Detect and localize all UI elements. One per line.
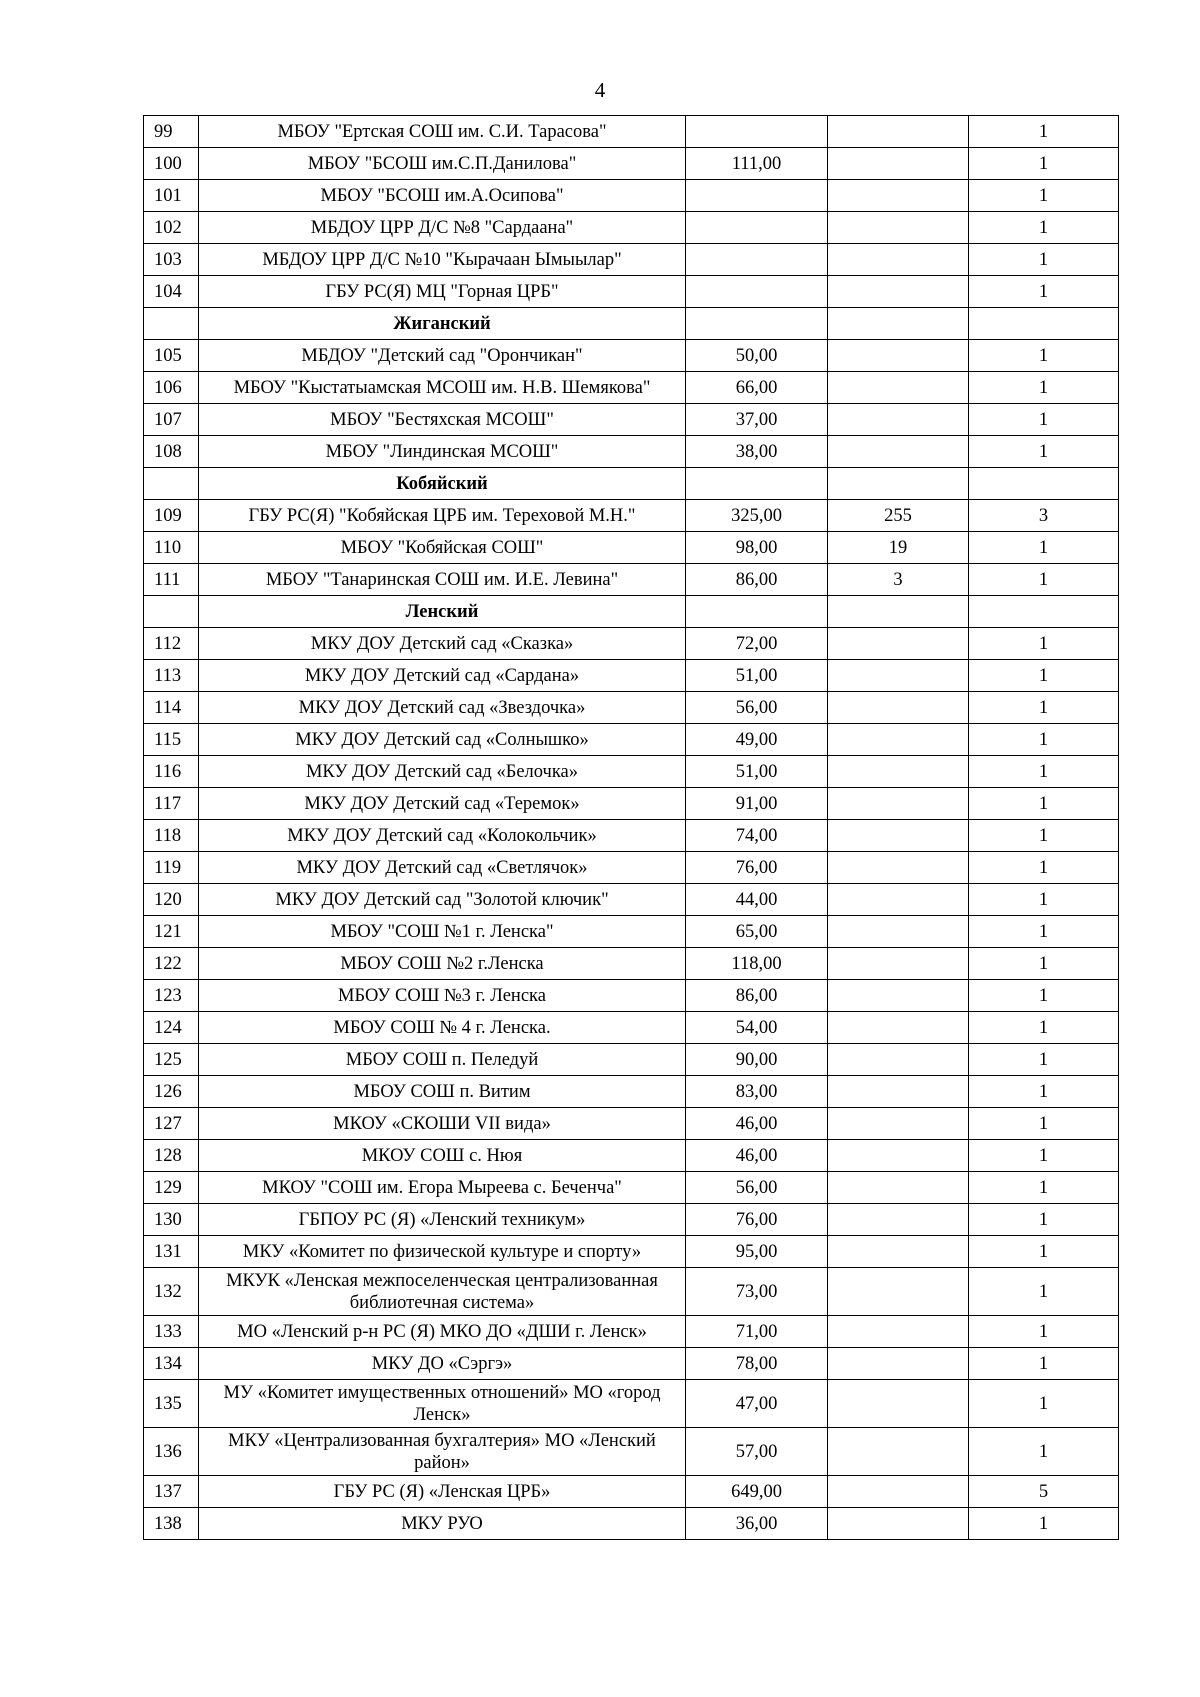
value-cell: [686, 596, 828, 628]
section-row: [144, 596, 1119, 628]
quantity-cell: 1: [969, 372, 1119, 404]
quantity-cell: 1: [969, 532, 1119, 564]
institution-name: МКУ ДОУ Детский сад «Звездочка»: [199, 692, 686, 724]
row-number: 110: [144, 532, 199, 564]
value-cell: 49,00: [686, 724, 828, 756]
value-cell: [686, 276, 828, 308]
quantity-cell: 1: [969, 212, 1119, 244]
count-cell: [828, 308, 969, 340]
quantity-cell: [969, 308, 1119, 340]
quantity-cell: 1: [969, 724, 1119, 756]
quantity-cell: 1: [969, 692, 1119, 724]
value-cell: 51,00: [686, 660, 828, 692]
institution-name: МКУ ДОУ Детский сад "Золотой ключик": [199, 884, 686, 916]
value-cell: 90,00: [686, 1044, 828, 1076]
row-number: 122: [144, 948, 199, 980]
table-row: [144, 276, 1119, 308]
section-row: [144, 468, 1119, 500]
value-cell: 74,00: [686, 820, 828, 852]
value-cell: [686, 116, 828, 148]
value-cell: 118,00: [686, 948, 828, 980]
institution-name: МБОУ "Линдинская МСОШ": [199, 436, 686, 468]
institution-name: МУ «Комитет имущественных отношений» МО «город Ленск»: [199, 1380, 686, 1428]
value-cell: [686, 308, 828, 340]
table-row: [144, 1108, 1119, 1140]
section-title: Жиганский: [199, 308, 686, 340]
table-row: [144, 372, 1119, 404]
institutions-table: [143, 115, 1119, 1540]
value-cell: 66,00: [686, 372, 828, 404]
row-number: 128: [144, 1140, 199, 1172]
row-number: 125: [144, 1044, 199, 1076]
institution-name: МКОУ «СКОШИ VII вида»: [199, 1108, 686, 1140]
count-cell: [828, 212, 969, 244]
table-row: [144, 1476, 1119, 1508]
count-cell: [828, 276, 969, 308]
quantity-cell: 1: [969, 244, 1119, 276]
count-cell: [828, 724, 969, 756]
row-number: 111: [144, 564, 199, 596]
section-row: [144, 308, 1119, 340]
table-row: [144, 340, 1119, 372]
table-row: [144, 1236, 1119, 1268]
count-cell: [828, 1508, 969, 1540]
value-cell: [686, 244, 828, 276]
count-cell: [828, 596, 969, 628]
institution-name: МБДОУ "Детский сад "Орончикан": [199, 340, 686, 372]
row-number: 103: [144, 244, 199, 276]
value-cell: 36,00: [686, 1508, 828, 1540]
count-cell: [828, 1348, 969, 1380]
quantity-cell: 1: [969, 884, 1119, 916]
count-cell: [828, 980, 969, 1012]
value-cell: 56,00: [686, 692, 828, 724]
row-number: 126: [144, 1076, 199, 1108]
table-row: [144, 1140, 1119, 1172]
value-cell: 72,00: [686, 628, 828, 660]
section-title: Ленский: [199, 596, 686, 628]
count-cell: [828, 468, 969, 500]
quantity-cell: 1: [969, 1380, 1119, 1428]
section-title: Кобяйский: [199, 468, 686, 500]
institution-name: МБДОУ ЦРР Д/С №8 "Сардаана": [199, 212, 686, 244]
row-number: 137: [144, 1476, 199, 1508]
institution-name: МБОУ "Бестяхская МСОШ": [199, 404, 686, 436]
value-cell: 325,00: [686, 500, 828, 532]
table-row: [144, 788, 1119, 820]
count-cell: [828, 628, 969, 660]
row-number: [144, 308, 199, 340]
table-row: [144, 148, 1119, 180]
count-cell: [828, 1236, 969, 1268]
value-cell: 91,00: [686, 788, 828, 820]
quantity-cell: 1: [969, 916, 1119, 948]
value-cell: 37,00: [686, 404, 828, 436]
value-cell: 56,00: [686, 1172, 828, 1204]
quantity-cell: 1: [969, 1428, 1119, 1476]
row-number: 131: [144, 1236, 199, 1268]
count-cell: [828, 852, 969, 884]
quantity-cell: [969, 596, 1119, 628]
quantity-cell: 1: [969, 1172, 1119, 1204]
count-cell: [828, 340, 969, 372]
count-cell: [828, 788, 969, 820]
count-cell: [828, 372, 969, 404]
value-cell: [686, 212, 828, 244]
row-number: 117: [144, 788, 199, 820]
value-cell: 76,00: [686, 1204, 828, 1236]
count-cell: 3: [828, 564, 969, 596]
institution-name: МКОУ "СОШ им. Егора Мыреева с. Беченча": [199, 1172, 686, 1204]
count-cell: [828, 948, 969, 980]
institution-name: МКУ «Комитет по физической культуре и спорту»: [199, 1236, 686, 1268]
value-cell: 83,00: [686, 1076, 828, 1108]
institution-name: МБОУ "БСОШ им.С.П.Данилова": [199, 148, 686, 180]
count-cell: [828, 1316, 969, 1348]
table-row: [144, 852, 1119, 884]
table-row: [144, 1012, 1119, 1044]
value-cell: 98,00: [686, 532, 828, 564]
count-cell: [828, 756, 969, 788]
institution-name: МКУ РУО: [199, 1508, 686, 1540]
institution-name: МКОУ СОШ с. Нюя: [199, 1140, 686, 1172]
row-number: 101: [144, 180, 199, 212]
quantity-cell: 3: [969, 500, 1119, 532]
quantity-cell: 5: [969, 1476, 1119, 1508]
count-cell: [828, 404, 969, 436]
institution-name: МБОУ "БСОШ им.А.Осипова": [199, 180, 686, 212]
table-row: [144, 1204, 1119, 1236]
table-row: [144, 628, 1119, 660]
count-cell: [828, 148, 969, 180]
count-cell: [828, 1044, 969, 1076]
quantity-cell: 1: [969, 180, 1119, 212]
quantity-cell: 1: [969, 1508, 1119, 1540]
table-row: [144, 948, 1119, 980]
quantity-cell: 1: [969, 1108, 1119, 1140]
institution-name: ГБУ РС (Я) «Ленская ЦРБ»: [199, 1476, 686, 1508]
institution-name: МБОУ СОШ №3 г. Ленска: [199, 980, 686, 1012]
count-cell: 19: [828, 532, 969, 564]
value-cell: 57,00: [686, 1428, 828, 1476]
row-number: 124: [144, 1012, 199, 1044]
row-number: 108: [144, 436, 199, 468]
quantity-cell: [969, 468, 1119, 500]
institution-name: МБДОУ ЦРР Д/С №10 "Кырачаан Ымыылар": [199, 244, 686, 276]
row-number: 99: [144, 116, 199, 148]
quantity-cell: 1: [969, 340, 1119, 372]
table-row: [144, 724, 1119, 756]
row-number: 109: [144, 500, 199, 532]
table-row: [144, 1268, 1119, 1316]
row-number: 130: [144, 1204, 199, 1236]
row-number: 136: [144, 1428, 199, 1476]
institution-name: МБОУ СОШ п. Витим: [199, 1076, 686, 1108]
quantity-cell: 1: [969, 276, 1119, 308]
quantity-cell: 1: [969, 788, 1119, 820]
institution-name: МБОУ "Кобяйская СОШ": [199, 532, 686, 564]
institution-name: МБОУ "Кыстатыамская МСОШ им. Н.В. Шемякова": [199, 372, 686, 404]
quantity-cell: 1: [969, 404, 1119, 436]
value-cell: [686, 468, 828, 500]
institution-name: МКУ ДОУ Детский сад «Белочка»: [199, 756, 686, 788]
institution-name: ГБУ РС(Я) "Кобяйская ЦРБ им. Тереховой М.Н.": [199, 500, 686, 532]
institution-name: МКУ ДОУ Детский сад «Колокольчик»: [199, 820, 686, 852]
count-cell: [828, 1428, 969, 1476]
table-row: [144, 756, 1119, 788]
table-row: [144, 564, 1119, 596]
row-number: 134: [144, 1348, 199, 1380]
table-row: [144, 212, 1119, 244]
table-row: [144, 500, 1119, 532]
quantity-cell: 1: [969, 1012, 1119, 1044]
institution-name: МБОУ СОШ №2 г.Ленска: [199, 948, 686, 980]
value-cell: 46,00: [686, 1108, 828, 1140]
institution-name: МКУ ДОУ Детский сад «Сказка»: [199, 628, 686, 660]
quantity-cell: 1: [969, 564, 1119, 596]
value-cell: 95,00: [686, 1236, 828, 1268]
table-row: [144, 1172, 1119, 1204]
count-cell: [828, 692, 969, 724]
value-cell: 71,00: [686, 1316, 828, 1348]
count-cell: [828, 916, 969, 948]
quantity-cell: 1: [969, 436, 1119, 468]
row-number: 106: [144, 372, 199, 404]
quantity-cell: 1: [969, 1204, 1119, 1236]
quantity-cell: 1: [969, 1268, 1119, 1316]
institution-name: МКУ ДОУ Детский сад «Теремок»: [199, 788, 686, 820]
quantity-cell: 1: [969, 660, 1119, 692]
row-number: 135: [144, 1380, 199, 1428]
quantity-cell: 1: [969, 820, 1119, 852]
table-row: [144, 820, 1119, 852]
table-row: [144, 180, 1119, 212]
quantity-cell: 1: [969, 1044, 1119, 1076]
row-number: 138: [144, 1508, 199, 1540]
quantity-cell: 1: [969, 1236, 1119, 1268]
row-number: 107: [144, 404, 199, 436]
institution-name: МКУ «Централизованная бухгалтерия» МО «Ленский район»: [199, 1428, 686, 1476]
table-row: [144, 1348, 1119, 1380]
quantity-cell: 1: [969, 116, 1119, 148]
value-cell: 86,00: [686, 980, 828, 1012]
institution-name: МО «Ленский р-н РС (Я) МКО ДО «ДШИ г. Ленск»: [199, 1316, 686, 1348]
count-cell: [828, 116, 969, 148]
count-cell: [828, 436, 969, 468]
table-row: [144, 1316, 1119, 1348]
value-cell: 54,00: [686, 1012, 828, 1044]
count-cell: [828, 1012, 969, 1044]
row-number: 133: [144, 1316, 199, 1348]
table-row: [144, 436, 1119, 468]
count-cell: [828, 1476, 969, 1508]
count-cell: [828, 820, 969, 852]
value-cell: 44,00: [686, 884, 828, 916]
row-number: 116: [144, 756, 199, 788]
row-number: 113: [144, 660, 199, 692]
table-row: [144, 244, 1119, 276]
count-cell: [828, 180, 969, 212]
row-number: 114: [144, 692, 199, 724]
row-number: 100: [144, 148, 199, 180]
institution-name: МБОУ "СОШ №1 г. Ленска": [199, 916, 686, 948]
row-number: 119: [144, 852, 199, 884]
count-cell: 255: [828, 500, 969, 532]
table-row: [144, 980, 1119, 1012]
institution-name: МБОУ СОШ п. Пеледуй: [199, 1044, 686, 1076]
value-cell: 78,00: [686, 1348, 828, 1380]
institution-name: ГБПОУ РС (Я) «Ленский техникум»: [199, 1204, 686, 1236]
count-cell: [828, 1108, 969, 1140]
institution-name: МКУ ДО «Сэргэ»: [199, 1348, 686, 1380]
row-number: 102: [144, 212, 199, 244]
row-number: 112: [144, 628, 199, 660]
institution-name: ГБУ РС(Я) МЦ "Горная ЦРБ": [199, 276, 686, 308]
row-number: 115: [144, 724, 199, 756]
value-cell: 76,00: [686, 852, 828, 884]
row-number: 123: [144, 980, 199, 1012]
quantity-cell: 1: [969, 1348, 1119, 1380]
table-row: [144, 660, 1119, 692]
row-number: [144, 596, 199, 628]
value-cell: 73,00: [686, 1268, 828, 1316]
table-row: [144, 1076, 1119, 1108]
row-number: 118: [144, 820, 199, 852]
quantity-cell: 1: [969, 948, 1119, 980]
value-cell: 86,00: [686, 564, 828, 596]
quantity-cell: 1: [969, 628, 1119, 660]
quantity-cell: 1: [969, 1140, 1119, 1172]
institution-name: МКУ ДОУ Детский сад «Солнышко»: [199, 724, 686, 756]
quantity-cell: 1: [969, 1316, 1119, 1348]
quantity-cell: 1: [969, 148, 1119, 180]
table-row: [144, 692, 1119, 724]
row-number: 132: [144, 1268, 199, 1316]
institution-name: МКУ ДОУ Детский сад «Светлячок»: [199, 852, 686, 884]
quantity-cell: 1: [969, 852, 1119, 884]
count-cell: [828, 1140, 969, 1172]
value-cell: 47,00: [686, 1380, 828, 1428]
value-cell: 50,00: [686, 340, 828, 372]
institution-name: МКУ ДОУ Детский сад «Сардана»: [199, 660, 686, 692]
table-row: [144, 404, 1119, 436]
count-cell: [828, 884, 969, 916]
row-number: 129: [144, 1172, 199, 1204]
quantity-cell: 1: [969, 1076, 1119, 1108]
value-cell: 51,00: [686, 756, 828, 788]
table-body: [144, 116, 1119, 1540]
table-row: [144, 1380, 1119, 1428]
row-number: 121: [144, 916, 199, 948]
value-cell: 111,00: [686, 148, 828, 180]
table-row: [144, 916, 1119, 948]
table-row: [144, 884, 1119, 916]
row-number: [144, 468, 199, 500]
value-cell: 65,00: [686, 916, 828, 948]
count-cell: [828, 244, 969, 276]
institution-name: МБОУ "Танаринская СОШ им. И.Е. Левина": [199, 564, 686, 596]
row-number: 120: [144, 884, 199, 916]
count-cell: [828, 1172, 969, 1204]
count-cell: [828, 1204, 969, 1236]
value-cell: [686, 180, 828, 212]
table-row: [144, 1508, 1119, 1540]
row-number: 105: [144, 340, 199, 372]
institution-name: МКУК «Ленская межпоселенческая централизованная библиотечная система»: [199, 1268, 686, 1316]
count-cell: [828, 1268, 969, 1316]
table-row: [144, 116, 1119, 148]
count-cell: [828, 660, 969, 692]
quantity-cell: 1: [969, 756, 1119, 788]
table-row: [144, 532, 1119, 564]
value-cell: 46,00: [686, 1140, 828, 1172]
table-row: [144, 1428, 1119, 1476]
row-number: 127: [144, 1108, 199, 1140]
value-cell: 38,00: [686, 436, 828, 468]
row-number: 104: [144, 276, 199, 308]
value-cell: 649,00: [686, 1476, 828, 1508]
count-cell: [828, 1076, 969, 1108]
quantity-cell: 1: [969, 980, 1119, 1012]
institution-name: МБОУ СОШ № 4 г. Ленска.: [199, 1012, 686, 1044]
institution-name: МБОУ "Ертская СОШ им. С.И. Тарасова": [199, 116, 686, 148]
table-row: [144, 1044, 1119, 1076]
count-cell: [828, 1380, 969, 1428]
page-number: 4: [594, 78, 606, 102]
